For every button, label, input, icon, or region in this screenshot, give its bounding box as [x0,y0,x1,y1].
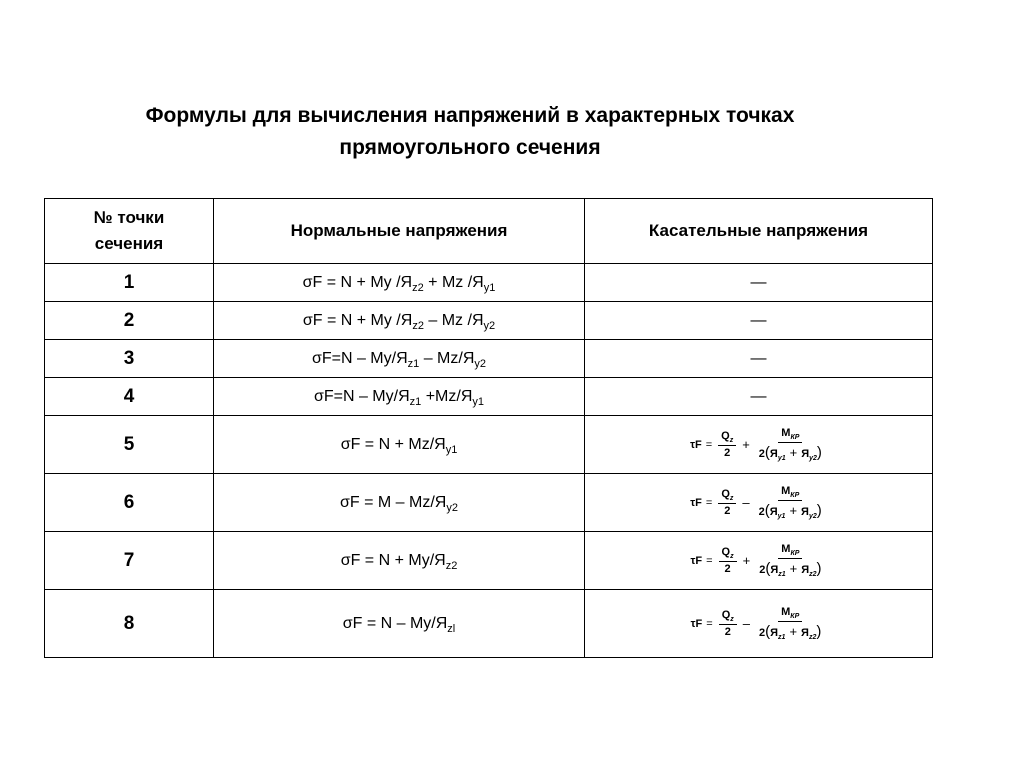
shear-stress-none: — [750,273,767,291]
table-row [45,416,933,474]
table-row [45,264,933,302]
normal-stress-cell [214,474,585,532]
table-row [45,590,933,658]
table-header-row [45,199,933,264]
point-number: 4 [45,378,214,416]
title-line-2: прямоугольного сечения [339,136,601,159]
title-line-1: Формулы для вычисления напряжений в характерных точках [145,104,795,127]
point-number: 2 [45,302,214,340]
normal-stress-formula: $\sigma F=N - My/Я_{z1} - Mz/Я_{y2}$ [311,349,487,370]
normal-stress-cell [214,590,585,658]
shear-stress-cell [585,378,933,416]
header-normal-stress: Нормальные напряжения [214,199,585,264]
table-row [45,474,933,532]
point-number: 7 [45,532,214,590]
normal-stress-formula: σF = N + My $/Я_{z2}$ – Mz $/Я_{y2}$ [302,311,496,332]
stress-formulas-table [44,198,933,658]
normal-stress-cell [214,340,585,378]
normal-stress-cell [214,378,585,416]
normal-stress-cell [214,302,585,340]
normal-stress-formula: $\sigma F = N + My/Я_{z2}$ [340,551,458,572]
shear-stress-formula: τF = $\frac{Q_z}{2}$ – $M_{КР}$ $2(Я_{z1} + Я_{z2})$ [690,605,822,642]
shear-stress-none: — [750,349,767,367]
point-number: 6 [45,474,214,532]
shear-stress-cell [585,474,933,532]
header-point-number: № точки сечения [45,199,214,264]
shear-stress-formula: τF = $\frac{Q_z}{2}$ + $M_{КР}$ $2(Я_{z1} + Я_{z2})$ [690,542,822,579]
shear-stress-formula: τF = $\frac{Q_z}{2}$ – $M_{КР}$ $2(Я_{y1} + Я_{y2})$ [690,484,822,521]
shear-stress-cell [585,416,933,474]
shear-stress-none: — [750,387,767,405]
table-row [45,532,933,590]
table-row [45,378,933,416]
shear-stress-cell [585,340,933,378]
shear-stress-formula: τF = $\frac{Q_z}{2}$ + $M_{КР}$ $2(Я_{y1} + Я_{y2})$ [690,426,822,463]
normal-stress-formula: σF = N + My $/Я_{z2} + Mz$ $/Я_{y1}$ [302,273,496,294]
point-number: 8 [45,590,214,658]
normal-stress-formula: $\sigma F = M - Mz/Я_{y2}$ [340,493,458,514]
point-number: 5 [45,416,214,474]
table-row [45,302,933,340]
point-number: 1 [45,264,214,302]
normal-stress-formula: $\sigma F=N - My/Я_{z1} +Mz/Я_{y1}$ [313,387,485,408]
point-number: 3 [45,340,214,378]
normal-stress-cell [214,264,585,302]
normal-stress-cell [214,532,585,590]
shear-stress-cell [585,302,933,340]
header-shear-stress: Касательные напряжения [585,199,933,264]
shear-stress-cell [585,590,933,658]
shear-stress-cell [585,264,933,302]
normal-stress-formula: $\sigma F = N - My/Я_{zl}$ [342,614,456,635]
normal-stress-formula: $\sigma F = N + Mz/Я_{y1}$ [340,435,458,456]
page-title [60,100,880,164]
normal-stress-cell [214,416,585,474]
shear-stress-none: — [750,311,767,329]
table-row [45,340,933,378]
shear-stress-cell [585,532,933,590]
